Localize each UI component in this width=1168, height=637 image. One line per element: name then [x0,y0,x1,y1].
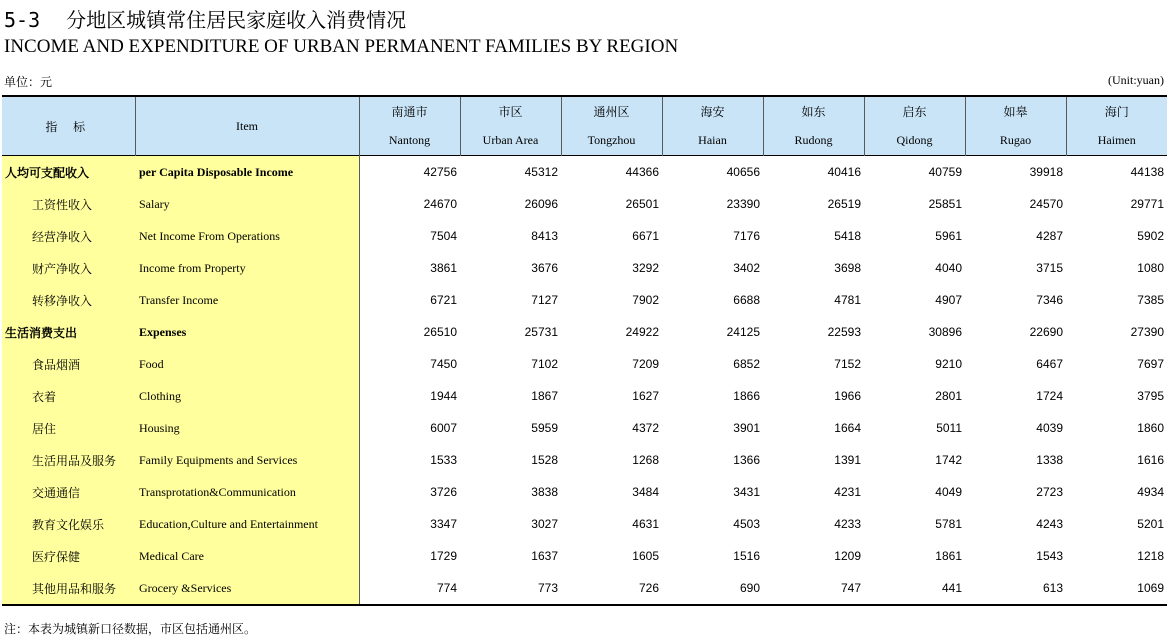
value-cell: 24922 [625,325,659,339]
table-body [2,156,1167,606]
value-cell: 22690 [1029,325,1063,339]
value-cell: 1366 [733,453,760,467]
header-row [2,96,1167,156]
footnote: 注：本表为城镇新口径数据，市区包括通州区。 [4,622,257,636]
value-cell: 3402 [733,261,760,275]
row-label-cn: 财产净收入 [2,252,135,284]
value-cell: 4372 [632,421,659,435]
region-header [1066,96,1167,156]
row-label-cn: 其他用品和服务 [2,572,135,605]
value-cell: 1218 [1137,549,1164,563]
value-cell: 40759 [928,165,962,179]
table-row [2,444,1167,476]
value-cell: 6007 [430,421,457,435]
value-cell: 40656 [726,165,760,179]
region-name-cn: 海安 [700,105,725,119]
row-label-cn: 衣着 [2,380,135,412]
row-label-en: per Capita Disposable Income [135,156,359,189]
value-cell: 24125 [726,325,760,339]
value-cell: 726 [638,581,659,595]
value-cell: 1543 [1036,549,1063,563]
region-name-cn: 如东 [801,105,826,119]
value-cell: 613 [1042,581,1063,595]
value-cell: 7209 [632,357,659,371]
value-cell: 5781 [935,517,962,531]
value-cell: 3431 [733,485,760,499]
value-cell: 1533 [430,453,457,467]
value-cell: 27390 [1130,325,1164,339]
row-label-en: Net Income From Operations [135,220,359,252]
value-cell: 9210 [935,357,962,371]
value-cell: 1724 [1036,389,1063,403]
row-label-en: Transfer Income [135,284,359,316]
value-cell: 5961 [935,229,962,243]
region-header [561,96,662,156]
value-cell: 3698 [834,261,861,275]
unit-label-en: (Unit:yuan) [1108,73,1164,87]
value-cell: 7697 [1137,357,1164,371]
value-cell: 4781 [834,293,861,307]
value-cell: 1861 [935,549,962,563]
value-cell: 1867 [531,389,558,403]
value-cell: 3795 [1137,389,1164,403]
row-label-cn: 生活用品及服务 [2,444,135,476]
row-label-cn: 食品烟酒 [2,348,135,380]
row-label-cn: 转移净收入 [2,284,135,316]
value-cell: 5201 [1137,517,1164,531]
value-cell: 3676 [531,261,558,275]
table-row [2,284,1167,316]
value-cell: 24570 [1029,197,1063,211]
value-cell: 26510 [423,325,457,339]
value-cell: 1391 [834,453,861,467]
table-row [2,348,1167,380]
value-cell: 5902 [1137,229,1164,243]
value-cell: 6721 [430,293,457,307]
value-cell: 44138 [1130,165,1164,179]
table-title-en: INCOME AND EXPENDITURE OF URBAN PERMANENT FAMILIES BY REGION [4,36,679,57]
row-label-en: Family Equipments and Services [135,444,359,476]
value-cell: 1069 [1137,581,1164,595]
value-cell: 4631 [632,517,659,531]
table-row [2,476,1167,508]
table-row [2,220,1167,252]
value-cell: 3715 [1036,261,1063,275]
value-cell: 7102 [531,357,558,371]
row-label-cn: 经营净收入 [2,220,135,252]
value-cell: 7152 [834,357,861,371]
value-cell: 3838 [531,485,558,499]
value-cell: 1605 [632,549,659,563]
region-header [359,96,460,156]
row-label-en: Income from Property [135,252,359,284]
region-name-cn: 市区 [498,105,523,119]
value-cell: 45312 [524,165,558,179]
region-header [662,96,763,156]
region-name-en: Haian [698,133,727,147]
value-cell: 3861 [430,261,457,275]
value-cell: 7346 [1036,293,1063,307]
row-label-en: Housing [135,412,359,444]
value-cell: 26096 [524,197,558,211]
value-cell: 42756 [423,165,457,179]
value-cell: 25851 [928,197,962,211]
region-header [965,96,1066,156]
value-cell: 1627 [632,389,659,403]
value-cell: 6852 [733,357,760,371]
region-name-en: Qidong [896,133,933,147]
row-label-cn: 工资性收入 [2,188,135,220]
region-name-en: Rudong [794,133,833,147]
value-cell: 4503 [733,517,760,531]
row-label-en: Grocery &Services [135,572,359,605]
value-cell: 1729 [430,549,457,563]
region-name-cn: 海门 [1104,105,1129,119]
value-cell: 1664 [834,421,861,435]
value-cell: 6467 [1036,357,1063,371]
value-cell: 4231 [834,485,861,499]
table-row [2,316,1167,348]
value-cell: 441 [941,581,962,595]
table-row [2,380,1167,412]
region-name-en: Nantong [388,133,431,147]
table-title-cn [4,4,406,33]
value-cell: 23390 [726,197,760,211]
table-row [2,540,1167,572]
region-header [864,96,965,156]
row-label-en: Education,Culture and Entertainment [135,508,359,540]
title-cn-text: 分地区城镇常住居民家庭收入消费情况 [66,8,407,32]
value-cell: 1616 [1137,453,1164,467]
value-cell: 4040 [935,261,962,275]
region-name-en: Rugao [999,133,1032,147]
row-label-en: Medical Care [135,540,359,572]
value-cell: 5011 [936,421,962,435]
value-cell: 1944 [430,389,457,403]
value-cell: 4049 [935,485,962,499]
value-cell: 26519 [827,197,861,211]
region-name-cn: 通州区 [593,105,630,119]
table-number: 5-3 [4,8,41,32]
value-cell: 1268 [632,453,659,467]
value-cell: 4934 [1137,485,1164,499]
value-cell: 4243 [1036,517,1063,531]
value-cell: 1860 [1137,421,1164,435]
value-cell: 1966 [834,389,861,403]
value-cell: 7902 [632,293,659,307]
table-row [2,412,1167,444]
region-header [460,96,561,156]
row-label-cn: 居住 [2,412,135,444]
value-cell: 40416 [827,165,861,179]
value-cell: 1209 [834,549,861,563]
value-cell: 22593 [827,325,861,339]
value-cell: 747 [840,581,861,595]
data-table [2,95,1167,606]
value-cell: 3027 [531,517,558,531]
value-cell: 30896 [928,325,962,339]
row-label-en: Clothing [135,380,359,412]
value-cell: 8413 [531,229,558,243]
row-label-cn: 交通通信 [2,476,135,508]
value-cell: 1742 [935,453,962,467]
value-cell: 690 [739,581,760,595]
table-row [2,188,1167,220]
value-cell: 774 [436,581,457,595]
value-cell: 29771 [1130,197,1164,211]
row-label-cn: 医疗保健 [2,540,135,572]
row-label-cn: 教育文化娱乐 [2,508,135,540]
table-row [2,572,1167,605]
table-row [2,156,1167,189]
table-row [2,508,1167,540]
row-label-en: Salary [135,188,359,220]
value-cell: 3726 [430,485,457,499]
region-name-cn: 启东 [902,105,927,119]
value-cell: 6688 [733,293,760,307]
region-name-cn: 如皋 [1003,105,1028,119]
unit-label-cn: 单位：元 [4,75,53,89]
value-cell: 2801 [935,389,962,403]
value-cell: 1080 [1137,261,1164,275]
row-label-cn: 人均可支配收入 [2,156,135,189]
region-name-en: Tongzhou [587,133,636,147]
value-cell: 3901 [733,421,760,435]
value-cell: 6671 [632,229,659,243]
row-label-en: Transprotation&Communication [135,476,359,508]
value-cell: 2723 [1036,485,1063,499]
value-cell: 3347 [430,517,457,531]
value-cell: 24670 [423,197,457,211]
value-cell: 4233 [834,517,861,531]
value-cell: 44366 [625,165,659,179]
value-cell: 1637 [531,549,558,563]
value-cell: 1528 [531,453,558,467]
value-cell: 3484 [632,485,659,499]
value-cell: 4039 [1036,421,1063,435]
region-name-cn: 南通市 [391,105,428,119]
value-cell: 1338 [1036,453,1063,467]
value-cell: 5418 [834,229,861,243]
value-cell: 7385 [1137,293,1164,307]
table-row [2,252,1167,284]
row-label-en: Expenses [135,316,359,348]
value-cell: 26501 [625,197,659,211]
value-cell: 25731 [524,325,558,339]
value-cell: 7504 [430,229,457,243]
row-label-en: Food [135,348,359,380]
value-cell: 4907 [935,293,962,307]
value-cell: 7450 [430,357,457,371]
value-cell: 773 [537,581,558,595]
value-cell: 1866 [733,389,760,403]
item-header: Item [135,96,359,156]
value-cell: 7176 [733,229,760,243]
indicator-header: 指 标 [2,96,135,156]
value-cell: 7127 [531,293,558,307]
value-cell: 3292 [632,261,659,275]
region-name-en: Haimen [1097,133,1136,147]
value-cell: 4287 [1036,229,1063,243]
value-cell: 1516 [733,549,760,563]
value-cell: 39918 [1029,165,1063,179]
value-cell: 5959 [531,421,558,435]
region-name-en: Urban Area [482,133,539,147]
row-label-cn: 生活消费支出 [2,316,135,348]
region-header [763,96,864,156]
